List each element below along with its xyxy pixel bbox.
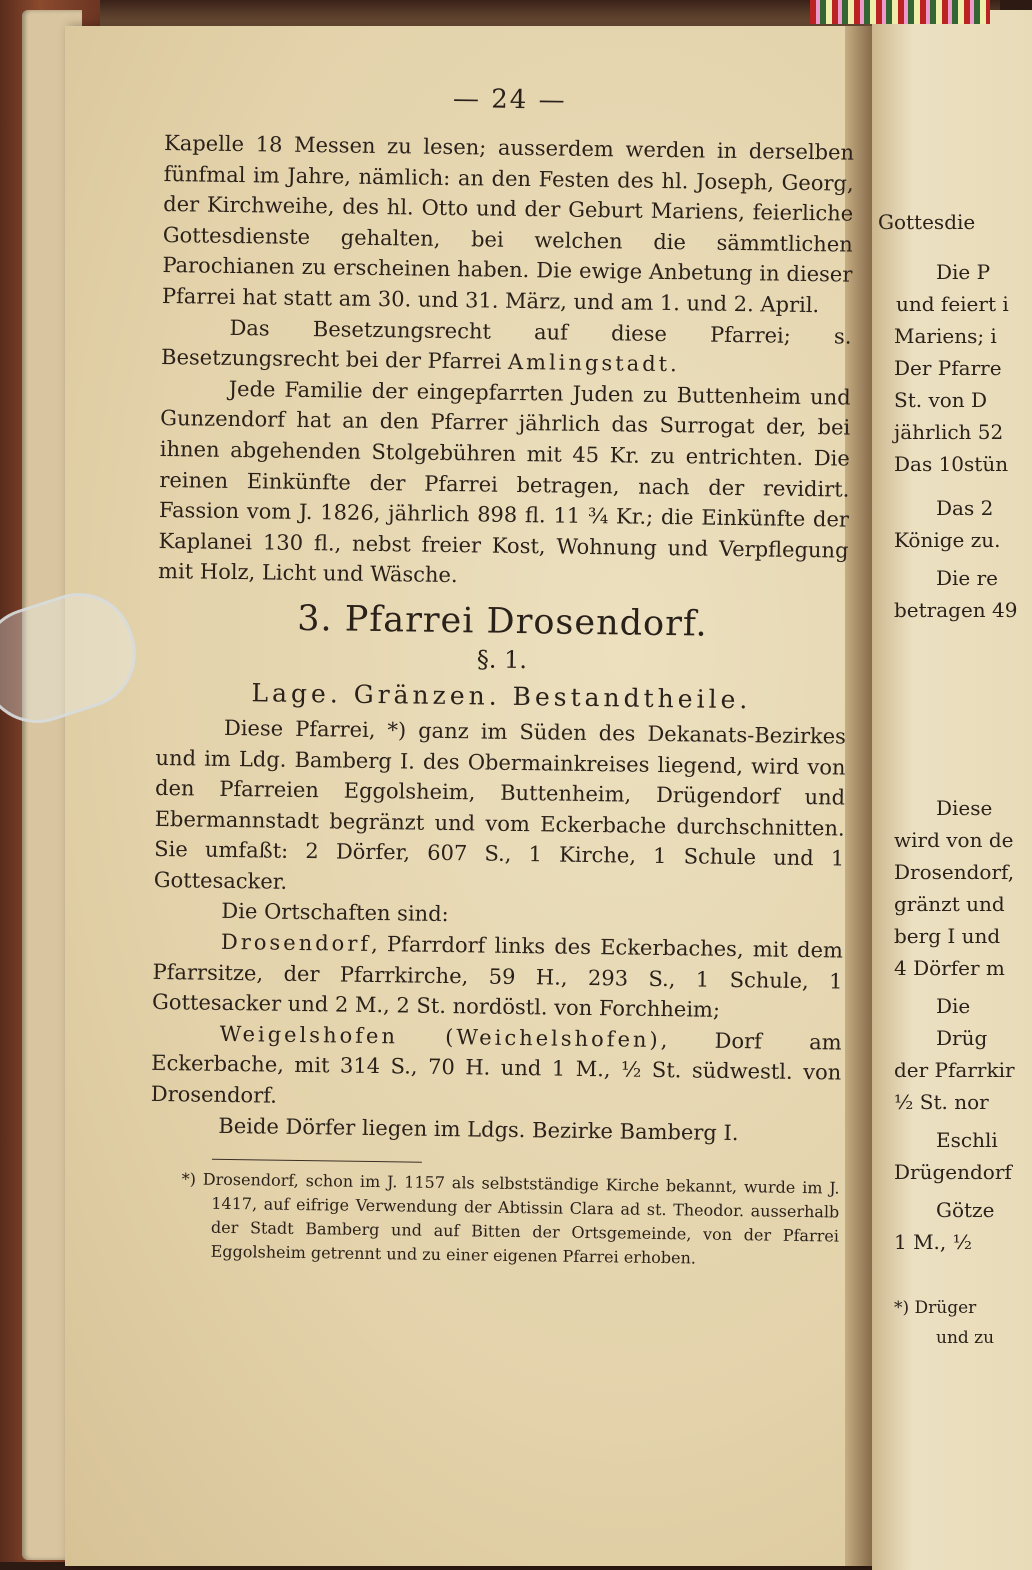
facing-line: jährlich 52 (894, 420, 1004, 444)
place-name-drosendorf: Drosendorf (220, 929, 372, 957)
facing-line: St. von D (894, 388, 988, 412)
facing-line: gränzt und (894, 892, 1005, 916)
facing-line: und feiert i (896, 292, 1009, 316)
facing-line: Die P (936, 260, 991, 284)
paragraph-kapelle: Kapelle 18 Messen zu lesen; ausserdem werden in derselben fünfmal im Jahre, nämlich: an den Festen des hl. Joseph, Georg, der Kirchweihe, des hl. Otto und der Geburt Mariens, feierliche Gottesdienste gehalten, bei welchen die sämmtlichen Parochianen zu erscheinen haben. Die ewige Anbetung in dieser Pfarrei hat statt am 30. und 31. März, und am 1. und 2. April. (161, 130, 855, 318)
facing-line: Götze (936, 1198, 995, 1222)
besetzungsrecht-text: Das Besetzungsrecht auf diese Pfarrei; s. Besetzungsrecht bei der Pfarrei (160, 315, 852, 374)
facing-line: betragen 49 (894, 598, 1018, 622)
place-alt-name: (Weichelshofen) (445, 1024, 661, 1052)
footnote-rule (212, 1159, 422, 1163)
facing-line: 4 Dörfer m (894, 956, 1005, 980)
facing-line: Drüg (936, 1026, 988, 1050)
facing-line: Diese (936, 796, 993, 820)
facing-line: *) Drüger (894, 1298, 977, 1318)
amlingstadt-reference: Amlingstadt. (507, 349, 680, 377)
facing-line: Drosendorf, (894, 860, 1015, 884)
section-number: §. 1. (476, 645, 528, 675)
paragraph-ortschaften: Die Ortschaften sind: (221, 899, 449, 927)
facing-line: Die (936, 994, 971, 1018)
paragraph-einkuenfte: Jede Familie der eingepfarrten Juden zu Buttenheim und Gunzendorf hat an den Pfarrer jährlich das Surrogat der, bei ihnen abgehenden Stolgebühren mit 45 Kr. zu entrichten. Die reinen Einkünfte der Pfarrei betragen, nach der revidirt. Fassion vom J. 1826, jährlich 898 fl. 11 ¾ Kr.; die Einkünfte der Kaplanei 130 fl., nebst freier Kost, Wohnung und Verpflegung mit Holz, Licht und Wäsche. (157, 376, 851, 588)
page-number: — 24 — (452, 84, 567, 116)
facing-line: Drügendorf (894, 1160, 1012, 1184)
paragraph-lage: Diese Pfarrei, *) ganz im Süden des Dekanats-Bezirkes und im Ldg. Bamberg I. des Obermainkreises liegend, wird von den Pfarreien Eggolsheim, Buttenheim, Drügendorf und Ebermannstadt begränzt und vom Eckerbache durchschnitten. Sie umfaßt: 2 Dörfer, 607 S., 1 Kirche, 1 Schule und 1 Gottesacker. (153, 715, 847, 894)
parish-heading: 3. Pfarrei Drosendorf. (296, 598, 708, 645)
place-text-drosendorf: , Pfarrdorf links des Eckerbaches, mit dem Pfarrsitze, der Pfarrkirche, 59 H., 293 S., 1 Schule, 1 Gottesacker und 2 M., 2 St. nordöstl. von Forchheim; (151, 932, 844, 1023)
bookmark-ribbons (810, 0, 990, 24)
facing-line: Eschli (936, 1128, 998, 1152)
place-weigelshofen (151, 1018, 842, 1119)
facing-line: Gottesdie (878, 210, 976, 234)
facing-line: ½ St. nor (894, 1090, 989, 1114)
facing-line: der Pfarrkir (894, 1058, 1015, 1082)
facing-line: 1 M., ½ (894, 1230, 973, 1254)
paragraph-besetzungsrecht (161, 312, 852, 383)
facing-line: Könige zu. (894, 528, 1001, 552)
facing-line: Das 10stün (894, 452, 1009, 476)
facing-line: Mariens; i (894, 324, 997, 348)
page-text (148, 80, 854, 1273)
place-name-weigelshofen: Weigelshofen (219, 1021, 399, 1049)
footnote: *) Drosendorf, schon im J. 1157 als selbstständige Kirche bekannt, wurde im J. 1417, auf eifrige Verwendung der Abtissin Clara ad st. Theodor. ausserhalb der Stadt Bamberg und auf Bitten der Ortsgemeinde, von der Pfarrei Eggolsheim getrennt und zu einer eigenen Pfarrei erhoben. (181, 1169, 840, 1268)
paragraph-closing: Beide Dörfer liegen im Ldgs. Bezirke Bamberg I. (218, 1113, 739, 1145)
facing-line: berg I und (894, 924, 1001, 948)
facing-line: Das 2 (936, 496, 994, 520)
facing-line: Der Pfarre (894, 356, 1002, 380)
facing-line: Die re (936, 566, 999, 590)
facing-line: und zu (936, 1328, 995, 1348)
facing-line: wird von de (894, 828, 1014, 852)
place-text-weigelshofen: , Dorf am Eckerbache, mit 314 S., 70 H. und 1 M., ½ St. südwestl. von Drosendorf. (150, 1027, 842, 1108)
place-drosendorf (152, 926, 843, 1027)
section-subheading: Lage. Gränzen. Bestandtheile. (251, 678, 752, 715)
